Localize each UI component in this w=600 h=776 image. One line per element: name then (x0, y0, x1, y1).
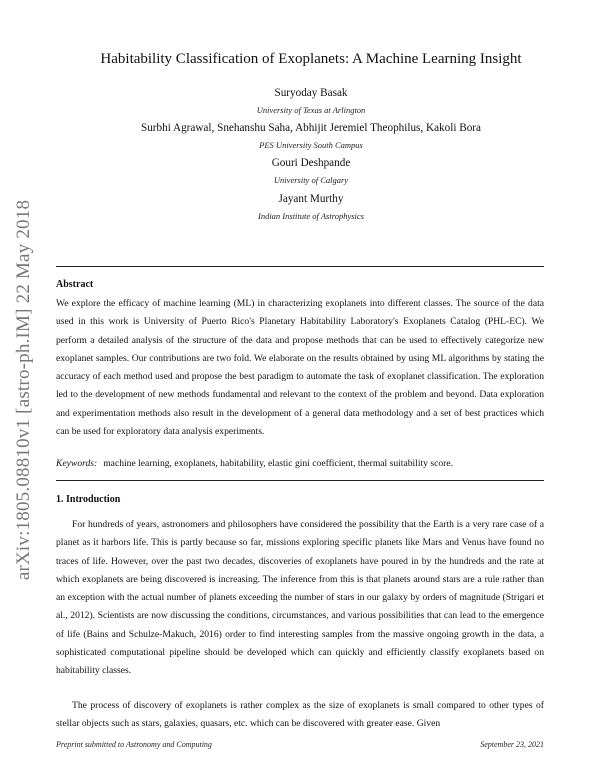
intro-paragraph-2: The process of discovery of exoplanets is rather complex as the size of exoplanets is small compared to other types of stellar objects such as stars, galaxies, quasars, etc. which can be discovered with greater ease. Given (56, 700, 544, 730)
abstract-top-rule (56, 266, 544, 267)
intro-paragraph-1: For hundreds of years, astronomers and philosophers have considered the possibility that the Earth is a very rare case of a planet as it harbors life. This is partly because so far, missions exploring specific planets like Mars and Venus have found no traces of life. However, over the past two decades, discoveries of exoplanets have poured in by the hundreds and the rate at which exoplanets are being discovered is increasing. The inference from this is that planets around stars are a rule rather than an exception with the actual number of planets exceeding the number of stars in our galaxy by orders of magnitude (Strigari et al., 2012). Scientists are now discussing the conditions, circumstances, and various possibilities that can lead to the emergence of life (Bains and Schulze-Makuch, 2016) order to find interesting samples from the massive ongoing growth in the data, a sophisticated computational pipeline should be developed which can quickly and efficiently classify exoplanets based on habitability classes. (56, 519, 544, 677)
keywords-label: Keywords: (56, 458, 98, 469)
section-heading: 1. Introduction (56, 494, 121, 505)
author-affiliation: University of Calgary (273, 175, 349, 185)
author-affiliation: Indian Institute of Astrophysics (257, 211, 364, 221)
author-name: Jayant Murthy (278, 193, 344, 205)
arxiv-stamp-text: arXiv:1805.08810v1 [astro-ph.IM] 22 May 2018 (13, 199, 34, 581)
author-name: Suryoday Basak (274, 87, 348, 99)
author-name: Gouri Deshpande (271, 157, 351, 169)
abstract-text: We explore the efficacy of machine learning (ML) in characterizing exoplanets into different classes. The source of the data used in this work is University of Puerto Rico's Planetary Habitability Laboratory's Exoplanets Catalog (PHL-EC). We perform a detailed analysis of the structure of the data and propose methods that can be used to effectively categorize new exoplanet samples. Our contributions are two fold. We elaborate on the results obtained by using ML algorithms by stating the accuracy of each method used and propose the best paradigm to automate the task of exoplanet classification. The exploration led to the development of new methods fundamental and relevant to the context of the problem and beyond. Data exploration and experimentation methods also result in the development of a general data methodology and a set of best practices which can be used for exploratory data analysis experiments. (56, 298, 544, 438)
author-3 (56, 157, 566, 185)
arxiv-stamp (12, 190, 36, 590)
author-affiliation: PES University South Campus (259, 140, 363, 150)
author-4 (56, 193, 566, 221)
author-2 (56, 122, 566, 150)
abstract-bottom-rule (56, 480, 544, 481)
footer-date: September 23, 2021 (480, 740, 544, 749)
abstract-heading: Abstract (56, 279, 94, 290)
keywords-line (56, 458, 544, 469)
author-1 (56, 87, 566, 115)
author-affiliation: University of Texas at Arlington (256, 105, 366, 115)
footer-preprint-note: Preprint submitted to Astronomy and Computing (56, 740, 212, 749)
author-name: Surbhi Agrawal, Snehanshu Saha, Abhijit Jeremiel Theophilus, Kakoli Bora (140, 122, 482, 134)
paper-title: Habitability Classification of Exoplanets: A Machine Learning Insight (100, 51, 522, 67)
keywords-text: machine learning, exoplanets, habitability, elastic gini coefficient, thermal suitability score. (103, 458, 454, 469)
